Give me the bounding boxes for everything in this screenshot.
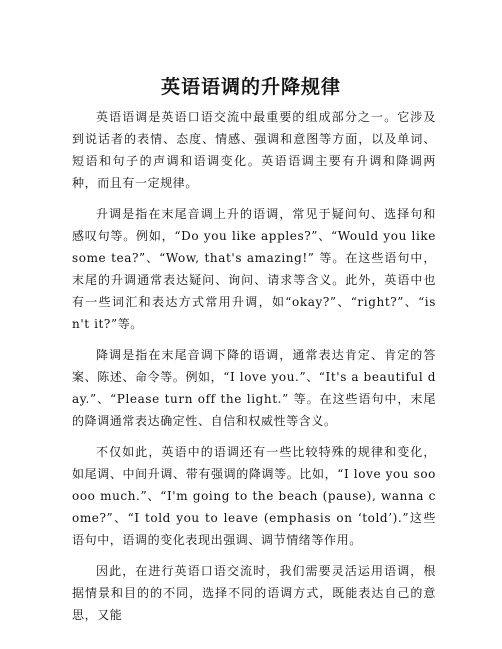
paragraph-special-patterns: 不仅如此，英语中的语调还有一些比较特殊的规律和变化，如尾调、中间升调、带有强调的降调等。比如，“I love you sooooo much.”、“I'm going to the beach (pause), wanna come?”、“I told you to leave (emphasis on ‘told’).”这些语句中，语调的变化表现出强调、调节情绪等作用。 xyxy=(72,445,436,547)
document-title: 英语语调的升降规律 xyxy=(160,76,341,98)
paragraph-falling-tone: 降调是指在末尾音调下降的语调，通常表达肯定、肯定的答案、陈述、命令等。例如，“I love you.”、“It's a beautiful day.”、“Please turn off the light.” 等。在这些语句中，末尾的降调通常表达确定性、自信和权威性等含义。 xyxy=(72,348,436,428)
paragraph-intro: 英语语调是英语口语交流中最重要的组成部分之一。它涉及到说话者的表情、态度、情感、强调和意图等方面，以及单词、短语和句子的声调和语调变化。英语语调主要有升调和降调两种，而且有一定规律。 xyxy=(72,110,436,190)
paragraph-rising-tone: 升调是指在末尾音调上升的语调，常见于疑问句、选择句和感叹句等。例如，“Do you like apples?”、“Would you like some tea?”、“Wow, that's amazing!” 等。在这些语句中，末尾的升调通常表达疑问、询问、请求等含义。此外，英语中也有一些词汇和表达方式常用升调，如“okay?”、“right?”、“isn't it?”等。 xyxy=(72,207,436,331)
document-body xyxy=(72,106,436,635)
paragraph-conclusion: 因此，在进行英语口语交流时，我们需要灵活运用语调，根据情景和目的的不同，选择不同的语调方式，既能表达自己的意思，又能 xyxy=(72,564,436,622)
